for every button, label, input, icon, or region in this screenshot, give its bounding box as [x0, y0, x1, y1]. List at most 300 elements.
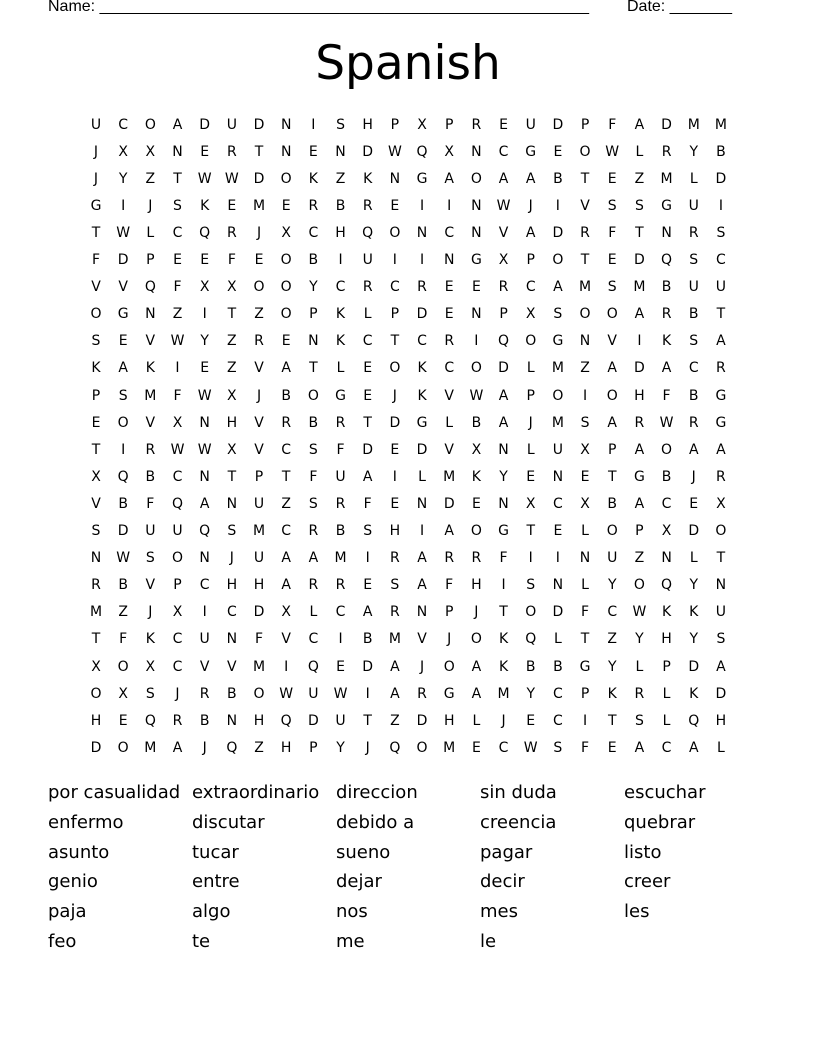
grid-letter[interactable]: O	[117, 658, 129, 675]
grid-letter[interactable]: A	[634, 739, 645, 756]
grid-letter[interactable]: A	[444, 523, 454, 539]
grid-letter[interactable]: G	[470, 252, 482, 268]
grid-letter[interactable]: S	[173, 197, 182, 214]
grid-letter[interactable]: R	[580, 224, 590, 241]
grid-letter[interactable]: L	[472, 712, 481, 729]
grid-letter[interactable]: X	[172, 414, 183, 431]
grid-letter[interactable]: O	[552, 387, 564, 404]
grid-letter[interactable]: W	[197, 387, 212, 404]
grid-letter[interactable]: G	[117, 306, 129, 323]
grid-letter[interactable]: O	[579, 306, 591, 323]
grid-letter[interactable]: P	[91, 387, 101, 404]
grid-letter[interactable]: U	[335, 712, 346, 729]
grid-letter[interactable]: R	[417, 685, 427, 702]
grid-letter[interactable]: L	[146, 224, 155, 241]
grid-letter[interactable]: J	[229, 550, 234, 567]
grid-letter[interactable]: C	[172, 224, 183, 241]
grid-letter[interactable]: M	[714, 116, 727, 133]
grid-letter[interactable]: M	[89, 604, 103, 621]
grid-letter[interactable]: O	[253, 685, 265, 702]
grid-letter[interactable]: F	[173, 279, 182, 296]
grid-letter[interactable]: X	[199, 279, 210, 296]
grid-letter[interactable]: V	[444, 387, 454, 404]
grid-letter[interactable]: K	[498, 631, 509, 648]
grid-letter[interactable]: B	[471, 414, 482, 431]
grid-letter[interactable]: Q	[661, 252, 673, 268]
grid-letter[interactable]: S	[716, 224, 726, 241]
grid-letter[interactable]: O	[470, 170, 482, 187]
grid-letter[interactable]: E	[499, 116, 508, 133]
grid-letter[interactable]: C	[281, 523, 292, 539]
grid-letter[interactable]: N	[280, 116, 292, 133]
grid-letter[interactable]: F	[581, 739, 590, 756]
grid-letter[interactable]: O	[552, 252, 564, 268]
grid-letter[interactable]: W	[224, 170, 239, 187]
grid-letter[interactable]: I	[338, 631, 343, 648]
grid-letter[interactable]: E	[471, 739, 481, 756]
grid-letter[interactable]: E	[607, 739, 617, 756]
grid-letter[interactable]: M	[388, 631, 401, 648]
grid-letter[interactable]: X	[580, 441, 590, 458]
grid-letter[interactable]: Q	[144, 279, 156, 296]
grid-letter[interactable]: F	[608, 224, 617, 241]
grid-letter[interactable]: C	[552, 712, 563, 729]
grid-letter[interactable]: I	[474, 333, 479, 350]
grid-letter[interactable]: A	[417, 550, 427, 567]
grid-letter[interactable]: N	[226, 631, 238, 648]
grid-letter[interactable]: A	[362, 468, 373, 485]
grid-letter[interactable]: R	[145, 441, 156, 458]
grid-letter[interactable]: L	[445, 414, 454, 431]
grid-letter[interactable]: D	[416, 306, 428, 323]
grid-letter[interactable]: U	[253, 550, 265, 567]
grid-letter[interactable]: V	[118, 279, 128, 296]
grid-letter[interactable]: D	[389, 414, 401, 431]
grid-letter[interactable]: J	[256, 387, 262, 404]
grid-letter[interactable]: S	[363, 523, 373, 539]
grid-letter[interactable]: R	[688, 414, 699, 431]
grid-letter[interactable]: V	[227, 658, 237, 675]
grid-letter[interactable]: D	[307, 712, 319, 729]
grid-letter[interactable]: G	[525, 143, 537, 160]
grid-letter[interactable]: L	[309, 604, 318, 621]
grid-letter[interactable]: F	[336, 441, 345, 458]
grid-letter[interactable]: R	[335, 495, 346, 512]
grid-letter[interactable]: J	[419, 658, 425, 675]
grid-letter[interactable]: A	[498, 414, 509, 431]
grid-letter[interactable]: R	[389, 550, 400, 567]
grid-letter[interactable]: E	[390, 197, 400, 214]
grid-letter[interactable]: T	[607, 468, 617, 485]
grid-letter[interactable]: I	[392, 252, 397, 268]
grid-letter[interactable]: U	[226, 116, 237, 133]
grid-letter[interactable]: O	[470, 523, 482, 539]
grid-letter[interactable]: B	[281, 387, 291, 404]
grid-letter[interactable]: H	[90, 712, 102, 729]
grid-letter[interactable]: B	[688, 387, 699, 404]
grid-letter[interactable]: C	[444, 360, 455, 377]
grid-letter[interactable]: R	[91, 577, 101, 594]
grid-letter[interactable]: E	[607, 252, 617, 268]
grid-letter[interactable]: A	[607, 360, 617, 377]
grid-letter[interactable]: L	[635, 143, 644, 160]
grid-letter[interactable]: E	[526, 468, 536, 485]
grid-letter[interactable]: N	[416, 495, 428, 512]
grid-letter[interactable]: C	[607, 604, 618, 621]
grid-letter[interactable]: A	[417, 577, 427, 594]
grid-letter[interactable]: K	[689, 685, 699, 702]
grid-letter[interactable]: A	[716, 658, 726, 675]
grid-letter[interactable]: F	[254, 631, 264, 648]
grid-letter[interactable]: B	[362, 631, 373, 648]
grid-letter[interactable]: F	[119, 631, 128, 648]
grid-letter[interactable]: X	[118, 685, 128, 702]
grid-letter[interactable]: N	[90, 550, 102, 567]
grid-letter[interactable]: N	[280, 143, 292, 160]
grid-letter[interactable]: W	[116, 224, 131, 241]
grid-letter[interactable]: L	[581, 523, 589, 539]
grid-letter[interactable]: U	[688, 279, 699, 296]
grid-letter[interactable]: I	[311, 116, 316, 133]
grid-letter[interactable]: M	[334, 550, 347, 567]
grid-letter[interactable]: Y	[336, 739, 345, 756]
grid-letter[interactable]: N	[145, 306, 156, 323]
grid-letter[interactable]: R	[634, 414, 645, 431]
grid-letter[interactable]: B	[716, 143, 726, 160]
grid-letter[interactable]: R	[634, 685, 645, 702]
grid-letter[interactable]: U	[715, 604, 727, 621]
grid-letter[interactable]: B	[118, 577, 128, 594]
grid-letter[interactable]: R	[254, 333, 264, 350]
grid-letter[interactable]: C	[335, 604, 346, 621]
grid-letter[interactable]: N	[661, 550, 672, 567]
grid-letter[interactable]: G	[715, 387, 727, 404]
grid-letter[interactable]: A	[281, 360, 291, 377]
grid-letter[interactable]: C	[661, 739, 672, 756]
grid-letter[interactable]: Y	[635, 631, 644, 648]
grid-letter[interactable]: I	[419, 197, 425, 214]
grid-letter[interactable]: Q	[226, 739, 238, 756]
grid-letter[interactable]: A	[525, 170, 536, 187]
grid-letter[interactable]: D	[362, 658, 374, 675]
grid-letter[interactable]: M	[443, 739, 456, 756]
grid-letter[interactable]: K	[145, 360, 155, 377]
grid-letter[interactable]: T	[716, 550, 726, 567]
grid-letter[interactable]: I	[392, 468, 397, 485]
grid-letter[interactable]: G	[416, 414, 428, 431]
grid-letter[interactable]: A	[498, 387, 509, 404]
grid-letter[interactable]: P	[580, 116, 590, 133]
grid-letter[interactable]: X	[661, 523, 672, 539]
grid-letter[interactable]: F	[91, 252, 101, 268]
grid-letter[interactable]: M	[252, 523, 266, 539]
grid-letter[interactable]: G	[633, 468, 645, 485]
grid-letter[interactable]: O	[280, 170, 292, 187]
grid-letter[interactable]: E	[553, 523, 563, 539]
grid-letter[interactable]: X	[91, 468, 101, 485]
grid-letter[interactable]: X	[716, 495, 726, 512]
grid-letter[interactable]: S	[607, 279, 617, 296]
grid-letter[interactable]: K	[607, 685, 617, 702]
grid-letter[interactable]: E	[281, 333, 291, 350]
grid-letter[interactable]: Y	[607, 577, 617, 594]
grid-letter[interactable]: Q	[525, 631, 537, 648]
grid-letter[interactable]: Z	[254, 306, 264, 323]
grid-letter[interactable]: K	[145, 631, 155, 648]
name-field[interactable]: Name: _______________________________________________________	[48, 0, 589, 15]
grid-letter[interactable]: A	[471, 658, 482, 675]
grid-letter[interactable]: L	[689, 170, 698, 187]
grid-letter[interactable]: E	[363, 387, 373, 404]
grid-letter[interactable]: H	[226, 414, 238, 431]
grid-letter[interactable]: A	[199, 495, 210, 512]
grid-letter[interactable]: R	[226, 224, 237, 241]
grid-letter[interactable]: D	[199, 116, 211, 133]
grid-letter[interactable]: Y	[689, 577, 699, 594]
grid-letter[interactable]: D	[688, 523, 700, 539]
grid-letter[interactable]: A	[444, 170, 454, 187]
grid-letter[interactable]: B	[308, 414, 319, 431]
grid-letter[interactable]: B	[661, 468, 672, 485]
grid-letter[interactable]: U	[90, 116, 102, 133]
grid-letter[interactable]: A	[281, 577, 291, 594]
grid-letter[interactable]: R	[471, 116, 482, 133]
grid-letter[interactable]: D	[552, 116, 564, 133]
grid-letter[interactable]: S	[390, 577, 400, 594]
grid-letter[interactable]: R	[444, 550, 455, 567]
grid-letter[interactable]: T	[363, 712, 372, 729]
grid-letter[interactable]: D	[715, 685, 727, 702]
grid-letter[interactable]: C	[552, 495, 563, 512]
grid-letter[interactable]: N	[199, 468, 210, 485]
grid-letter[interactable]: B	[525, 658, 536, 675]
grid-letter[interactable]: F	[581, 604, 590, 621]
grid-letter[interactable]: R	[498, 279, 509, 296]
grid-letter[interactable]: T	[281, 468, 291, 485]
grid-letter[interactable]: O	[90, 685, 102, 702]
grid-letter[interactable]: O	[389, 224, 401, 241]
grid-letter[interactable]: K	[363, 170, 373, 187]
grid-letter[interactable]: P	[444, 604, 454, 621]
grid-letter[interactable]: X	[417, 116, 427, 133]
grid-letter[interactable]: L	[526, 360, 535, 377]
grid-letter[interactable]: D	[443, 495, 455, 512]
grid-letter[interactable]: N	[579, 333, 591, 350]
grid-letter[interactable]: J	[501, 712, 506, 729]
grid-letter[interactable]: C	[199, 577, 210, 594]
grid-letter[interactable]: Q	[416, 143, 428, 160]
grid-letter[interactable]: W	[659, 414, 674, 431]
grid-letter[interactable]: C	[362, 333, 373, 350]
grid-letter[interactable]: A	[498, 170, 509, 187]
grid-letter[interactable]: E	[227, 197, 237, 214]
grid-letter[interactable]: I	[718, 197, 723, 214]
grid-letter[interactable]: S	[336, 116, 345, 133]
grid-letter[interactable]: L	[363, 306, 372, 323]
grid-letter[interactable]: W	[170, 333, 185, 350]
grid-letter[interactable]: Z	[227, 360, 237, 377]
grid-letter[interactable]: C	[335, 279, 346, 296]
grid-letter[interactable]: W	[387, 143, 402, 160]
grid-letter[interactable]: Z	[634, 170, 645, 187]
grid-letter[interactable]: O	[117, 414, 129, 431]
grid-letter[interactable]: S	[553, 306, 563, 323]
grid-letter[interactable]: D	[90, 739, 102, 756]
grid-letter[interactable]: C	[498, 143, 509, 160]
grid-letter[interactable]: B	[145, 468, 156, 485]
grid-letter[interactable]: K	[471, 468, 481, 485]
grid-letter[interactable]: N	[471, 224, 482, 241]
grid-letter[interactable]: O	[90, 306, 102, 323]
grid-letter[interactable]: S	[145, 685, 155, 702]
grid-letter[interactable]: B	[227, 685, 237, 702]
grid-letter[interactable]: J	[148, 197, 153, 214]
grid-letter[interactable]: Q	[661, 577, 673, 594]
grid-letter[interactable]: E	[200, 360, 210, 377]
grid-letter[interactable]: B	[607, 495, 618, 512]
grid-letter[interactable]: S	[526, 577, 536, 594]
grid-letter[interactable]: I	[121, 197, 126, 214]
grid-letter[interactable]: D	[715, 170, 727, 187]
grid-letter[interactable]: I	[528, 550, 533, 567]
grid-letter[interactable]: N	[552, 577, 564, 594]
grid-letter[interactable]: W	[605, 143, 620, 160]
grid-letter[interactable]: O	[307, 387, 319, 404]
grid-letter[interactable]: X	[118, 143, 128, 160]
grid-letter[interactable]: I	[175, 360, 180, 377]
grid-letter[interactable]: N	[471, 306, 482, 323]
grid-letter[interactable]: F	[662, 387, 671, 404]
grid-letter[interactable]: X	[444, 143, 454, 160]
grid-letter[interactable]: K	[689, 604, 699, 621]
grid-letter[interactable]: V	[607, 333, 617, 350]
grid-letter[interactable]: X	[227, 279, 237, 296]
grid-letter[interactable]: F	[363, 495, 372, 512]
grid-letter[interactable]: O	[470, 360, 482, 377]
grid-letter[interactable]: A	[634, 441, 645, 458]
grid-letter[interactable]: P	[146, 252, 155, 268]
grid-letter[interactable]: P	[499, 306, 508, 323]
grid-letter[interactable]: I	[501, 577, 506, 594]
grid-letter[interactable]: I	[202, 306, 207, 323]
grid-letter[interactable]: D	[498, 360, 509, 377]
grid-letter[interactable]: R	[471, 550, 482, 567]
grid-letter[interactable]: D	[253, 116, 265, 133]
grid-letter[interactable]: L	[689, 550, 698, 567]
grid-letter[interactable]: F	[445, 577, 454, 594]
grid-letter[interactable]: D	[688, 658, 700, 675]
grid-letter[interactable]: A	[634, 306, 645, 323]
grid-letter[interactable]: I	[419, 523, 425, 539]
grid-letter[interactable]: V	[498, 224, 509, 241]
grid-letter[interactable]: V	[91, 279, 101, 296]
grid-letter[interactable]: Z	[580, 360, 590, 377]
grid-letter[interactable]: D	[416, 712, 428, 729]
grid-letter[interactable]: R	[281, 414, 292, 431]
grid-letter[interactable]: X	[525, 306, 536, 323]
grid-letter[interactable]: E	[363, 577, 373, 594]
grid-letter[interactable]: I	[365, 550, 370, 567]
grid-letter[interactable]: S	[308, 495, 318, 512]
grid-letter[interactable]: T	[91, 224, 101, 241]
grid-letter[interactable]: N	[416, 604, 428, 621]
grid-letter[interactable]: R	[389, 604, 400, 621]
grid-letter[interactable]: E	[471, 495, 481, 512]
grid-letter[interactable]: V	[145, 333, 156, 350]
grid-letter[interactable]: T	[580, 631, 590, 648]
grid-letter[interactable]: L	[553, 631, 562, 648]
grid-letter[interactable]: N	[552, 468, 564, 485]
grid-letter[interactable]: N	[335, 143, 346, 160]
grid-letter[interactable]: I	[582, 387, 588, 404]
grid-letter[interactable]: O	[171, 550, 184, 567]
grid-letter[interactable]: E	[471, 279, 481, 296]
grid-letter[interactable]: Y	[526, 685, 535, 702]
grid-letter[interactable]: I	[447, 197, 452, 214]
grid-letter[interactable]: H	[253, 577, 265, 594]
grid-letter[interactable]: V	[254, 441, 264, 458]
grid-letter[interactable]: G	[90, 197, 102, 214]
grid-letter[interactable]: G	[661, 197, 672, 214]
grid-letter[interactable]: J	[175, 685, 180, 702]
grid-letter[interactable]: V	[145, 414, 156, 431]
grid-letter[interactable]: H	[471, 577, 482, 594]
grid-letter[interactable]: H	[715, 712, 727, 729]
grid-letter[interactable]: S	[580, 414, 590, 431]
grid-letter[interactable]: H	[389, 523, 401, 539]
grid-letter[interactable]: E	[336, 658, 345, 675]
grid-letter[interactable]: U	[172, 523, 183, 539]
grid-letter[interactable]: O	[579, 143, 591, 160]
grid-letter[interactable]: S	[553, 739, 563, 756]
grid-letter[interactable]: E	[444, 306, 454, 323]
grid-letter[interactable]: P	[390, 116, 400, 133]
grid-letter[interactable]: E	[390, 495, 400, 512]
grid-letter[interactable]: U	[145, 523, 156, 539]
grid-letter[interactable]: O	[389, 360, 401, 377]
grid-letter[interactable]: H	[362, 116, 373, 133]
grid-letter[interactable]: O	[525, 333, 537, 350]
grid-letter[interactable]: X	[525, 495, 536, 512]
grid-letter[interactable]: I	[284, 658, 289, 675]
grid-letter[interactable]: K	[661, 604, 672, 621]
grid-letter[interactable]: W	[523, 739, 538, 756]
grid-letter[interactable]: D	[362, 143, 374, 160]
grid-letter[interactable]: R	[716, 360, 726, 377]
grid-letter[interactable]: A	[688, 441, 699, 458]
grid-letter[interactable]: T	[91, 441, 101, 458]
grid-letter[interactable]: U	[688, 197, 699, 214]
grid-letter[interactable]: B	[335, 523, 346, 539]
grid-letter[interactable]: T	[635, 224, 644, 241]
grid-letter[interactable]: H	[253, 712, 265, 729]
grid-letter[interactable]: M	[443, 468, 456, 485]
grid-letter[interactable]: W	[197, 170, 212, 187]
grid-letter[interactable]: Y	[200, 333, 209, 350]
grid-letter[interactable]: G	[552, 333, 564, 350]
grid-letter[interactable]: C	[661, 495, 672, 512]
grid-letter[interactable]: C	[688, 360, 699, 377]
grid-letter[interactable]: J	[528, 197, 533, 214]
grid-letter[interactable]: R	[716, 468, 726, 485]
grid-letter[interactable]: B	[553, 170, 563, 187]
grid-letter[interactable]: W	[279, 685, 294, 702]
grid-letter[interactable]: G	[416, 170, 428, 187]
grid-letter[interactable]: W	[496, 197, 511, 214]
grid-letter[interactable]: A	[525, 224, 536, 241]
grid-letter[interactable]: E	[254, 252, 264, 268]
grid-letter[interactable]: B	[199, 712, 210, 729]
